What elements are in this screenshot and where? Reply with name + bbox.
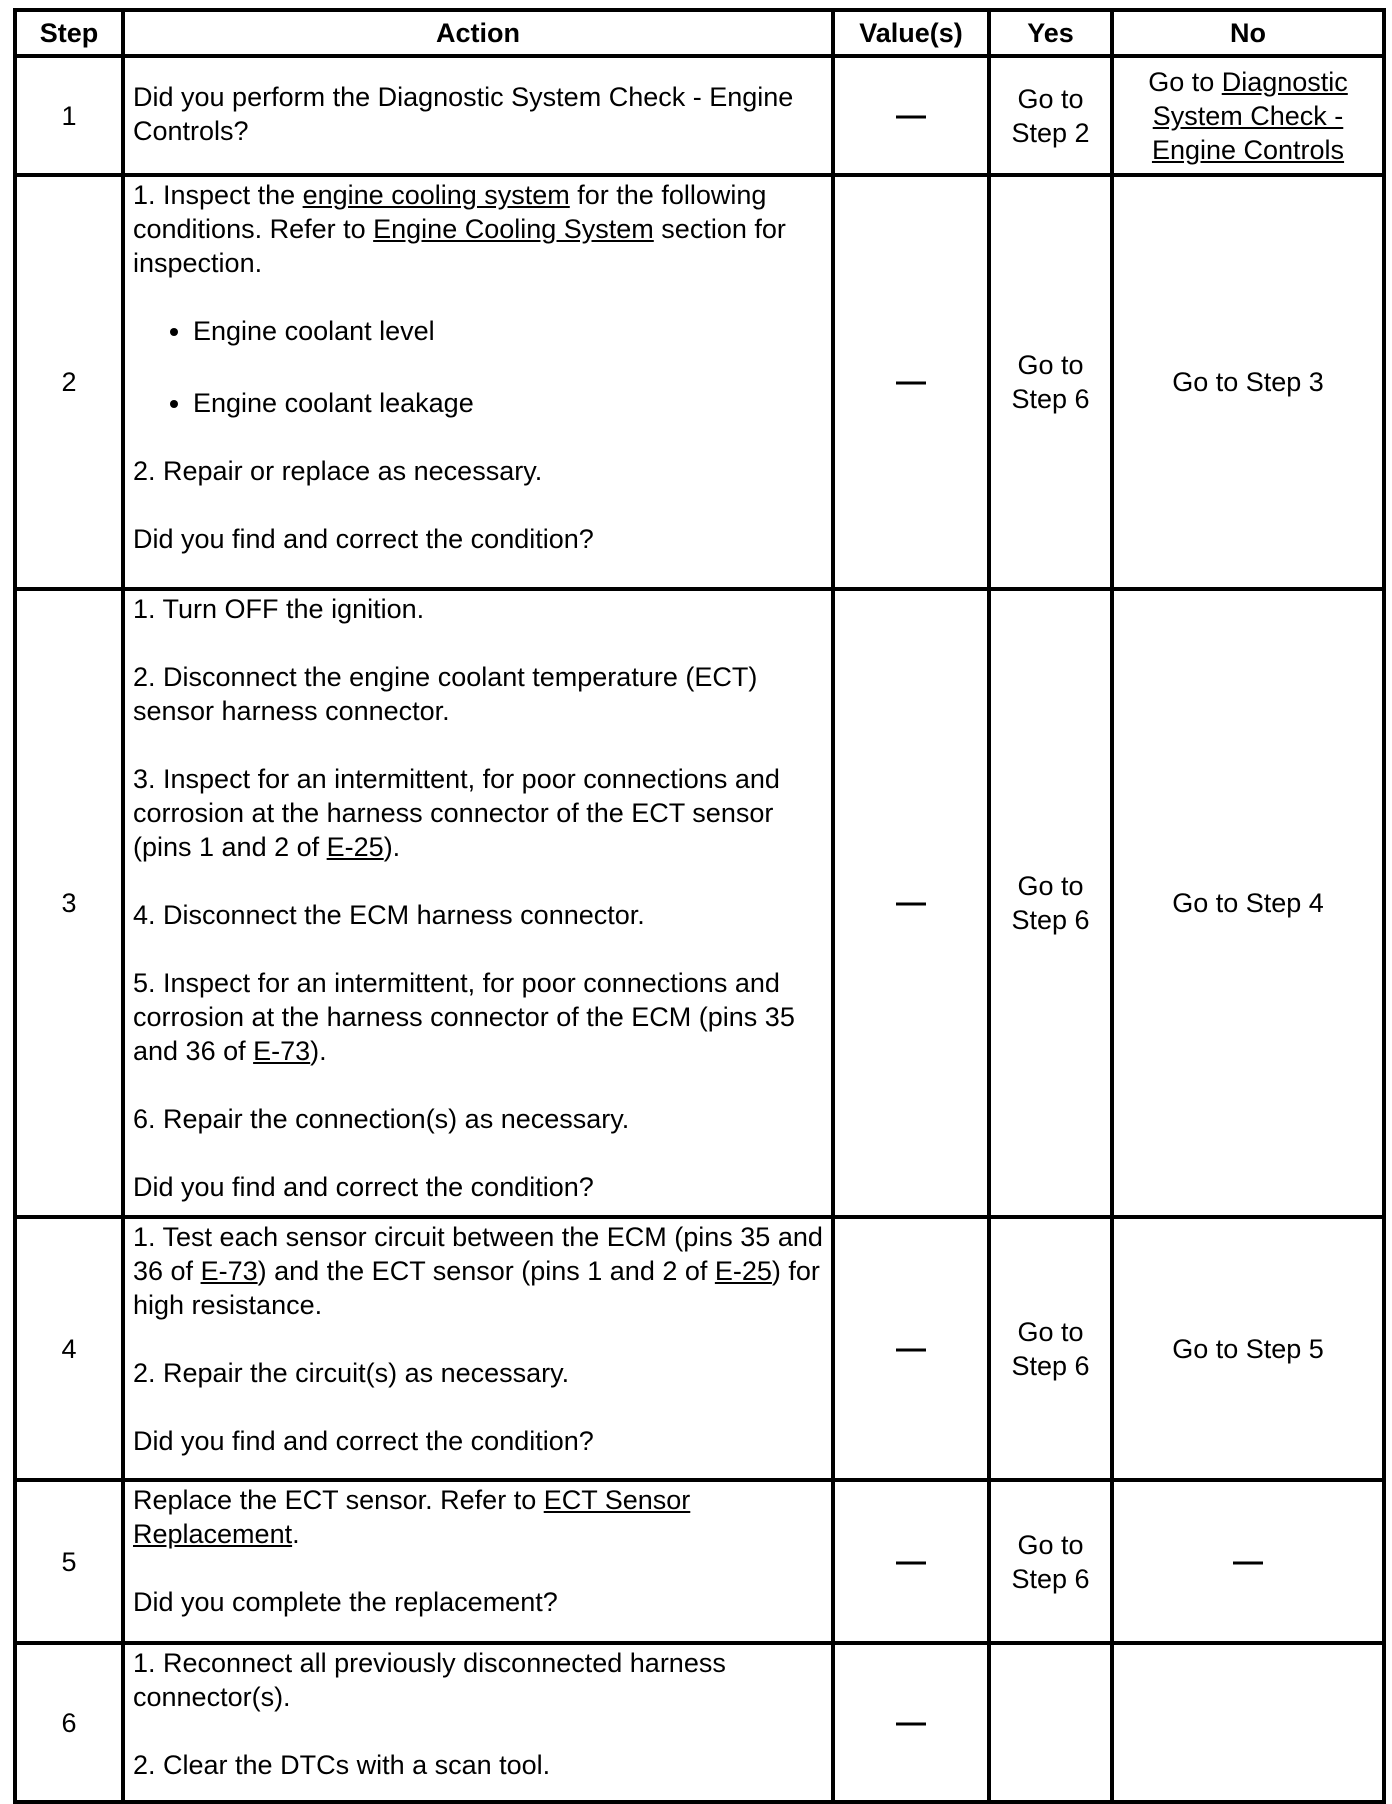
no-cell: Go to Step 3 [1112,175,1384,589]
action-cell [123,1480,833,1643]
action-text: 2. Clear the DTCs with a scan tool. [133,1750,551,1780]
action-text-part: ). [383,832,401,862]
header-yes: Yes [989,10,1112,56]
engine-cooling-system-link[interactable]: engine cooling system [302,180,570,210]
action-text-part: 1. Test each sensor circuit between the ECM (pins 35 and 36 of [133,1222,823,1286]
header-values: Value(s) [833,10,989,56]
yes-cell: Go to Step 2 [989,56,1112,175]
action-text [133,178,823,280]
action-text-part: section for inspection. [133,214,786,278]
action-text-part: 5. Inspect for an intermittent, for poor connections and corrosion at the harness connector of the ECM (pins 35 and 36 of [133,968,795,1066]
action-cell [123,56,833,175]
action-text [133,1220,823,1322]
header-step: Step [15,10,123,56]
values-cell: — [833,589,989,1217]
action-text-part: 3. Inspect for an intermittent, for poor connections and corrosion at the harness connector of the ECT sensor (pins 1 and 2 of [133,764,780,862]
action-text-part: ) and the ECT sensor (pins 1 and 2 of [257,1256,715,1286]
connector-e25-link[interactable]: E-25 [714,1256,772,1286]
action-cell [123,589,833,1217]
action-text: 1. Turn OFF the ignition. [133,594,425,624]
action-text: 2. Disconnect the engine coolant temperature (ECT) sensor harness connector. [133,662,758,726]
header-no: No [1112,10,1384,56]
yes-cell: Go to Step 6 [989,589,1112,1217]
action-text: 2. Repair the circuit(s) as necessary. [133,1358,570,1388]
action-text [133,966,823,1068]
header-action: Action [123,10,833,56]
connector-e25-link[interactable]: E-25 [326,832,384,862]
step-number: 3 [15,589,123,1217]
step-number: 1 [15,56,123,175]
step-number: 4 [15,1217,123,1480]
action-text-part: 1. Inspect the [133,180,303,210]
table-row [15,1217,1384,1480]
action-question: Did you find and correct the condition? [133,1172,594,1202]
action-text-part: for the following conditions. Refer to [133,180,767,244]
step-number: 5 [15,1480,123,1643]
no-text: Go to [1148,66,1222,97]
action-text: Did you perform the Diagnostic System Check - Engine Controls? [133,82,794,146]
table-row [15,589,1384,1217]
action-cell [123,1643,833,1802]
engine-cooling-system-section-link[interactable]: Engine Cooling System [373,214,654,244]
action-text: 4. Disconnect the ECM harness connector. [133,900,645,930]
action-text [133,1483,823,1551]
list-item: • Engine coolant leakage [193,386,823,420]
action-cell [123,175,833,589]
values-cell: — [833,1643,989,1802]
list-item: • Engine coolant level [193,314,823,348]
action-question: Did you find and correct the condition? [133,524,594,554]
action-text-part: . [292,1519,300,1549]
table-row [15,1480,1384,1643]
diagnostic-table [13,8,1386,1804]
condition-list [133,314,823,420]
action-text [133,762,823,864]
action-cell [123,1217,833,1480]
yes-cell: Go to Step 6 [989,1480,1112,1643]
no-cell [1112,56,1384,175]
action-question: Did you find and correct the condition? [133,1426,594,1456]
no-cell: — [1112,1480,1384,1643]
action-text-part: ) for high resistance. [133,1256,820,1320]
yes-cell: Go to Step 6 [989,175,1112,589]
step-number: 6 [15,1643,123,1802]
table-row [15,175,1384,589]
action-text-part: ). [310,1036,327,1066]
step-number: 2 [15,175,123,589]
action-question: Did you complete the replacement? [133,1587,558,1617]
diagnostic-system-check-link[interactable]: Diagnostic System Check - Engine Controls [1151,66,1348,165]
ect-sensor-replacement-link[interactable]: ECT Sensor Replacement [133,1485,691,1549]
values-cell: — [833,1217,989,1480]
no-cell [1112,1643,1384,1802]
values-cell: — [833,1480,989,1643]
no-cell: Go to Step 4 [1112,589,1384,1217]
yes-cell: Go to Step 6 [989,1217,1112,1480]
connector-e73-link[interactable]: E-73 [253,1036,311,1066]
connector-e73-link[interactable]: E-73 [200,1256,258,1286]
table-row [15,56,1384,175]
yes-cell [989,1643,1112,1802]
values-cell: — [833,175,989,589]
table-row [15,1643,1384,1802]
action-text: 1. Reconnect all previously disconnected harness connector(s). [133,1648,726,1712]
action-text: 2. Repair or replace as necessary. [133,456,543,486]
no-cell: Go to Step 5 [1112,1217,1384,1480]
action-text: 6. Repair the connection(s) as necessary. [133,1104,630,1134]
action-text-part: Replace the ECT sensor. Refer to [133,1485,544,1515]
header-row [15,10,1384,56]
values-cell: — [833,56,989,175]
